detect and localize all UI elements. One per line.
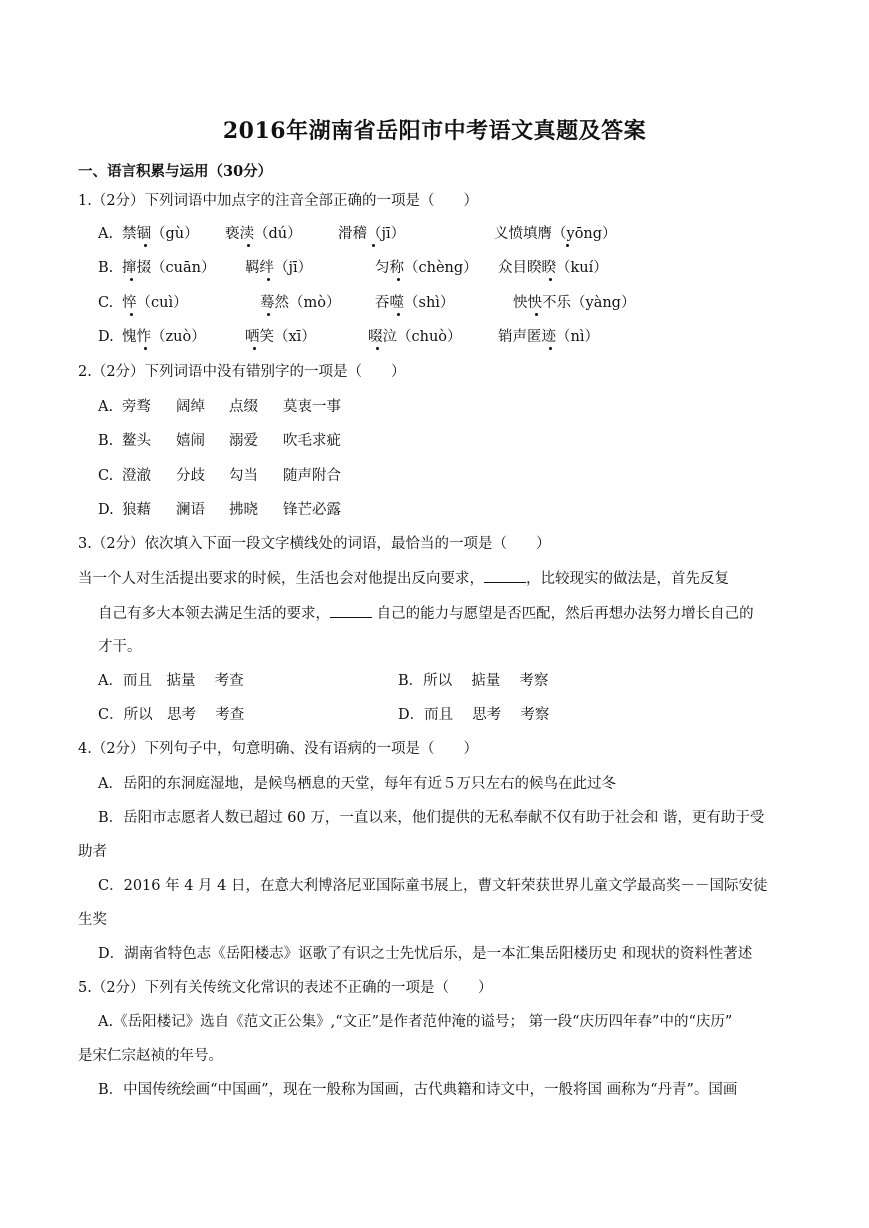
emphasis-dot <box>144 244 147 247</box>
emphasis-dot <box>549 278 552 281</box>
q2-option-a-word1: 旁骛 <box>122 399 151 415</box>
q3-passage-line-3: 才干。 <box>98 639 142 655</box>
q3-passage-text-1b: ，比较现实的做法是，首先反复 <box>526 571 729 587</box>
q2-option-c-word4: 随声附合 <box>283 468 341 484</box>
emphasis-dot <box>267 313 270 316</box>
q1-option-d-letter: D. <box>98 329 114 345</box>
q2-option-d-word1: 狼藉 <box>122 502 151 518</box>
page-title: 2016年湖南省岳阳市中考语文真题及答案 <box>222 118 647 144</box>
q1-option-c-word3: 吞噬（shì） <box>375 295 455 311</box>
emphasis-dot <box>549 347 552 350</box>
q1-option-a-letter: A. <box>98 226 114 242</box>
q3-passage-line-2 <box>98 603 754 624</box>
q1-option-b-word2: 羁绊（jī） <box>245 260 313 276</box>
q2-option-c-word1: 澄澈 <box>122 468 151 484</box>
q2-option-d-word4: 锋芒必露 <box>283 502 341 518</box>
q1-option-c-word4: 怏怏不乐（yàng） <box>513 295 636 311</box>
q2-option-b-word3: 溺爱 <box>229 433 258 449</box>
q2-option-a-letter: A. <box>98 399 114 415</box>
q2-option-b-letter: B. <box>98 433 114 449</box>
question-4-stem: 4.（2分）下列句子中，句意明确、没有语病的一项是（ ） <box>78 741 479 757</box>
emphasis-dot <box>144 347 147 350</box>
q1-option-a-word3: 滑稽（jī） <box>338 226 406 242</box>
q1-option-c-word2: 蓦然（mò） <box>260 295 341 311</box>
q2-option-c-letter: C. <box>98 468 114 484</box>
emphasis-dot <box>397 278 400 281</box>
q1-option-d-word4: 销声匿迹（nì） <box>498 329 599 345</box>
q4-option-a: A．岳阳的东洞庭湿地，是候鸟栖息的天堂，每年有近５万只左右的候鸟在此过冬 <box>98 776 616 792</box>
emphasis-dot <box>267 278 270 281</box>
q4-option-c-line2: 生奖 <box>78 912 107 928</box>
emphasis-dot <box>247 244 250 247</box>
emphasis-dot <box>372 244 375 247</box>
q2-option-d-word3: 拂晓 <box>229 502 258 518</box>
emphasis-dot <box>130 278 133 281</box>
q1-option-a-word4: 义愤填膺（yōng） <box>494 226 617 242</box>
q1-option-c-letter: C. <box>98 295 114 311</box>
q3-option-b: B．所以 掂量 考察 <box>398 673 549 689</box>
q1-option-b-letter: B. <box>98 260 114 276</box>
emphasis-dot <box>253 347 256 350</box>
question-5-stem: 5.（2分）下列有关传统文化常识的表述不正确的一项是（ ） <box>78 980 493 996</box>
q3-passage-text-2b: 自己的能力与愿望是否匹配，然后再想办法努力增长自己的 <box>376 606 754 622</box>
q1-option-b-word3: 匀称（chèng） <box>375 260 478 276</box>
emphasis-dot <box>566 244 569 247</box>
q2-option-b-word4: 吹毛求疵 <box>283 433 341 449</box>
q2-option-d-letter: D. <box>98 502 114 518</box>
q1-option-d-word2: 哂笑（xī） <box>245 329 316 345</box>
question-2-stem: 2.（2分）下列词语中没有错别字的一项是（ ） <box>78 364 406 380</box>
question-1-stem: 1.（2分）下列词语中加点字的注音全部正确的一项是（ ） <box>78 193 479 209</box>
q5-option-a-line1: A.《岳阳楼记》选自《范文正公集》,“文正”是作者范仲淹的谥号； 第一段“庆历四年春”中的“庆历” <box>98 1014 733 1030</box>
q3-passage-text-1a: 当一个人对生活提出要求的时候，生活也会对他提出反向要求， <box>78 571 484 587</box>
emphasis-dot <box>397 313 400 316</box>
q2-option-c-word2: 分歧 <box>176 468 205 484</box>
emphasis-dot <box>376 347 379 350</box>
q3-passage-line-1 <box>78 568 729 589</box>
q2-option-a-word4: 莫衷一事 <box>283 399 341 415</box>
q1-option-b-word1: 撺掇（cuān） <box>122 260 216 276</box>
q2-option-a-word3: 点缀 <box>229 399 258 415</box>
q3-passage-text-2a: 自己有多大本领去满足生活的要求， <box>98 606 330 622</box>
q3-option-d: D．而且 思考 考察 <box>398 707 550 723</box>
q4-option-d: D．湖南省特色志《岳阳楼志》讴歌了有识之士先忧后乐，是一本汇集岳阳楼历史 和现状的资料性著述 <box>98 946 753 962</box>
q2-option-d-word2: 澜语 <box>176 502 205 518</box>
section-heading: 一、语言积累与运用（30分） <box>78 163 273 180</box>
q3-blank-1 <box>484 568 526 583</box>
q1-option-d-word1: 愧怍（zuò） <box>122 329 206 345</box>
q2-option-b-word1: 鳌头 <box>122 433 151 449</box>
q1-option-b-word4: 众目睽睽（kuí） <box>498 260 608 276</box>
q2-option-b-word2: 嬉闹 <box>176 433 205 449</box>
q3-option-a: A．而且 掂量 考查 <box>98 673 244 689</box>
q3-option-c: C．所以 思考 考查 <box>98 707 245 723</box>
emphasis-dot <box>535 313 538 316</box>
question-3-stem: 3.（2分）依次填入下面一段文字横线处的词语，最恰当的一项是（ ） <box>78 536 551 552</box>
q1-option-d-word3: 啜泣（chuò） <box>368 329 462 345</box>
q1-option-a-word2: 亵渎（dú） <box>225 226 302 242</box>
q1-option-a-word1: 禁锢（gù） <box>122 226 199 242</box>
q4-option-b-line2: 助者 <box>78 844 107 860</box>
q2-option-c-word3: 勾当 <box>229 468 258 484</box>
q5-option-a-line2: 是宋仁宗赵祯的年号。 <box>78 1048 223 1064</box>
emphasis-dot <box>130 313 133 316</box>
q4-option-b-line1: B．岳阳市志愿者人数已超过 60 万，一直以来，他们提供的无私奉献不仅有助于社会和 谐，更有助于受 <box>98 810 765 826</box>
q2-option-a-word2: 阔绰 <box>176 399 205 415</box>
q3-blank-2 <box>330 603 372 618</box>
q5-option-b-line1: B．中国传统绘画“中国画”，现在一般称为国画，古代典籍和诗文中，一般将国 画称为“丹青”。国画 <box>98 1082 738 1098</box>
q4-option-c-line1: C．2016 年 4 月 4 日，在意大利博洛尼亚国际童书展上，曹文轩荣获世界儿童文学最高奖－－国际安徒 <box>98 878 768 894</box>
q1-option-c-word1: 悴（cuì） <box>122 295 188 311</box>
